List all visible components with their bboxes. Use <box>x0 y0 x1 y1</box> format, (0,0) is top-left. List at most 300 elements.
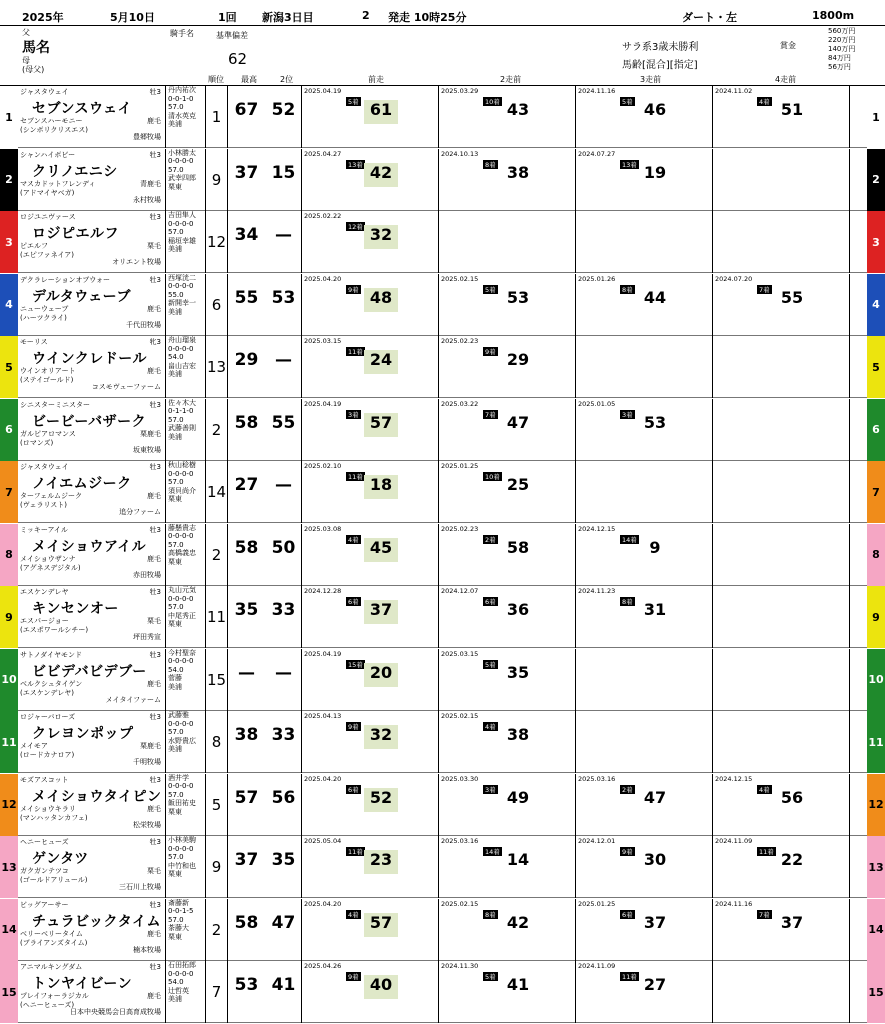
sex-age: 牡3 <box>149 900 161 909</box>
finish-position: 5着 <box>485 973 496 981</box>
second-index: 53 <box>271 287 296 308</box>
jockey-line: 高橋義忠 <box>168 549 196 558</box>
jockey-line: 栗東 <box>168 495 182 504</box>
finish-position: 5着 <box>348 98 359 106</box>
jockey-line: 0-0-0-0 <box>168 594 194 603</box>
jockey-info <box>166 399 206 461</box>
table-row[interactable] <box>0 524 885 586</box>
distance: 1800m <box>812 9 855 22</box>
past-race[interactable] <box>302 524 439 586</box>
race-index: 42 <box>364 163 398 187</box>
second-index: 50 <box>271 537 296 558</box>
past-race[interactable] <box>302 149 439 211</box>
horse-info <box>18 961 166 1023</box>
jockey-line: 0-0-0-0 <box>168 969 194 978</box>
horse-name[interactable]: ゲンタツ <box>32 851 89 867</box>
past-race[interactable] <box>302 961 439 1023</box>
past-race[interactable] <box>439 836 576 898</box>
jockey-line: 54.0 <box>168 353 184 362</box>
finish-position: 6着 <box>348 785 359 794</box>
race-date: 2025.02.15 <box>441 899 479 908</box>
race-index: 37 <box>643 912 667 932</box>
jockey-line: 清水英克 <box>168 111 196 120</box>
coat: 栗毛 <box>147 867 161 875</box>
jockey-line: 丸山元気 <box>168 586 196 594</box>
race-date: 2024.11.02 <box>715 87 753 95</box>
second-index: 15 <box>271 162 296 183</box>
best-index: 58 <box>234 912 259 933</box>
dam: メイショウキラリ <box>20 804 76 813</box>
best-index: 37 <box>234 162 259 183</box>
table-row[interactable] <box>0 836 885 898</box>
past-race[interactable] <box>302 649 439 711</box>
jockey-line: 0-0-1-0 <box>168 94 194 103</box>
past-race-empty <box>576 711 713 773</box>
race-index: 20 <box>364 663 398 687</box>
finish-position: 9着 <box>622 848 633 856</box>
jockey-line: 57.0 <box>168 540 184 549</box>
start-time: 発走 10時25分 <box>388 11 467 24</box>
rank: 12 <box>206 211 228 273</box>
horse-info <box>18 399 166 461</box>
past-race-empty <box>713 149 850 211</box>
coat: 鹿毛 <box>147 929 161 938</box>
horse-number-right: 1 <box>867 86 885 148</box>
past-race[interactable] <box>576 774 713 836</box>
race-date: 2024.12.28 <box>304 587 342 595</box>
table-row[interactable] <box>0 649 885 711</box>
table-row[interactable] <box>0 711 885 773</box>
race-index: 57 <box>364 413 398 437</box>
past-race[interactable] <box>576 836 713 898</box>
jockey-line: 57.0 <box>168 415 184 424</box>
race-date: 2025.03.15 <box>441 649 479 658</box>
past-race-empty <box>713 524 850 586</box>
past-race[interactable] <box>302 711 439 773</box>
horse-info <box>18 461 166 523</box>
jockey-line: 須貝尚介 <box>168 486 196 495</box>
past-race[interactable] <box>713 774 850 836</box>
horse-info <box>18 649 166 711</box>
race-date: 2025.04.19 <box>304 87 342 95</box>
past-race[interactable] <box>439 274 576 336</box>
sex-age: 牡3 <box>149 713 161 721</box>
rank: 5 <box>206 774 228 836</box>
horse-number: 15 <box>0 961 18 1023</box>
sex-age: 牡3 <box>149 650 161 659</box>
table-row[interactable] <box>0 961 885 1023</box>
dam: ターフェルムジーク <box>20 492 83 500</box>
horse-name[interactable]: ノイエムジーク <box>32 476 132 492</box>
damsire: (エスポワールシチー) <box>20 626 89 634</box>
sire: ロジャーバローズ <box>20 713 76 721</box>
finish-position: 3着 <box>485 785 496 794</box>
finish-position: 13着 <box>348 160 363 169</box>
finish-position: 14着 <box>485 848 500 856</box>
index-values <box>228 86 302 148</box>
past-race-empty <box>713 399 850 461</box>
past-race[interactable] <box>439 649 576 711</box>
past-race[interactable] <box>302 336 439 398</box>
breeder: 三石川上牧場 <box>119 883 161 891</box>
breeder: 坂東牧場 <box>133 445 161 454</box>
past-race[interactable] <box>713 274 850 336</box>
jockey-line: 舟山瑠泉 <box>168 336 196 344</box>
race-index: 36 <box>506 600 530 619</box>
table-row[interactable] <box>0 899 885 961</box>
horse-number: 13 <box>0 836 18 898</box>
rank: 9 <box>206 836 228 898</box>
table-row[interactable] <box>0 586 885 648</box>
dam: ガクガンテツコ <box>20 867 69 875</box>
breeder: 楠本牧場 <box>133 945 161 954</box>
horse-number: 14 <box>0 899 18 961</box>
horse-name[interactable]: ビビデバビデブー <box>32 663 147 680</box>
race-date: 2024.11.16 <box>578 87 616 95</box>
horse-number: 3 <box>0 211 18 273</box>
damsire: (ヴェラリスト) <box>20 501 68 509</box>
jockey-line: 57.0 <box>168 478 184 487</box>
jockey-line: 斎藤新 <box>168 898 189 907</box>
index-values <box>228 149 302 211</box>
venue-day: 新潟3日目 <box>262 11 314 24</box>
jockey-line: 佐々木大 <box>168 398 196 407</box>
coat: 栗鹿毛 <box>140 429 161 438</box>
horse-name[interactable]: デルタウェーブ <box>32 288 131 305</box>
breeder: 松栄牧場 <box>133 820 161 829</box>
sire: ミッキーアイル <box>20 525 68 534</box>
finish-position: 8着 <box>485 910 496 919</box>
second-index: 35 <box>271 850 296 870</box>
sex-age: 牡3 <box>149 150 161 159</box>
past-race[interactable] <box>302 586 439 648</box>
table-row[interactable] <box>0 211 885 273</box>
jockey-line: 吉田隼人 <box>168 211 196 219</box>
past-race[interactable] <box>302 211 439 273</box>
past-race[interactable] <box>576 399 713 461</box>
race-index: 19 <box>643 162 667 182</box>
coat: 鹿毛 <box>147 492 161 500</box>
race-index: 24 <box>364 350 398 374</box>
race-index: 32 <box>364 725 398 749</box>
sire: エスケンデレヤ <box>20 588 69 596</box>
jockey-line: 稲垣幸雄 <box>168 236 196 245</box>
breeder: 千代田牧場 <box>126 320 161 329</box>
race-index: 48 <box>364 288 398 312</box>
jockey-line: 栗東 <box>168 557 182 566</box>
past-race[interactable] <box>439 149 576 211</box>
jockey-line: 0-0-0-0 <box>168 157 194 166</box>
coat: 鹿毛 <box>147 304 161 313</box>
jockey-line: 0-0-0-0 <box>168 657 194 666</box>
table-row[interactable] <box>0 86 885 148</box>
jockey-line: 武藤雅 <box>168 711 189 719</box>
race-date: 2024.11.23 <box>578 587 616 595</box>
prize-label: 賞金 <box>780 41 796 50</box>
horse-info <box>18 836 166 898</box>
sire: モーリス <box>20 338 48 346</box>
past-race-empty <box>713 211 850 273</box>
race-index: 14 <box>506 850 530 869</box>
past-race[interactable] <box>576 149 713 211</box>
race-date: 2025.02.23 <box>441 337 479 345</box>
race-index: 46 <box>643 100 667 119</box>
rank: 11 <box>206 586 228 648</box>
race-index: 43 <box>506 100 530 119</box>
second-index: — <box>275 225 292 245</box>
damsire: (ヘニーヒューズ) <box>20 1001 75 1009</box>
past-race[interactable] <box>576 86 713 148</box>
race-index: 30 <box>643 850 667 869</box>
jockey-line: 丹内祐次 <box>168 86 196 94</box>
race-index: 38 <box>506 162 530 182</box>
horse-info <box>18 586 166 648</box>
race-date: 2025.04.20 <box>304 774 342 783</box>
horse-number-right: 13 <box>867 836 885 898</box>
dam: セブンスハーモニー <box>20 117 83 125</box>
finish-position: 9着 <box>348 973 359 981</box>
table-row[interactable] <box>0 336 885 398</box>
coat: 栗毛 <box>147 617 161 625</box>
horse-number-right: 10 <box>867 649 885 711</box>
sire: モズアスコット <box>20 775 69 784</box>
col-second: 2位 <box>280 75 294 84</box>
jockey-line: 中尾秀正 <box>168 611 196 620</box>
past-race-empty <box>576 461 713 523</box>
finish-position: 11着 <box>759 848 774 856</box>
breeder: 千明牧場 <box>133 758 161 766</box>
race-date: 2025.02.23 <box>441 524 479 533</box>
past-race[interactable] <box>439 461 576 523</box>
past-race[interactable] <box>302 899 439 961</box>
race-date: 2025.02.15 <box>441 712 479 720</box>
coat: 栗鹿毛 <box>140 742 161 750</box>
past-race[interactable] <box>439 899 576 961</box>
col-prev3: 3走前 <box>640 75 662 84</box>
rank: 14 <box>206 461 228 523</box>
table-row[interactable] <box>0 399 885 461</box>
race-date: 2025.01.26 <box>578 274 616 283</box>
past-race[interactable] <box>302 399 439 461</box>
past-race-empty <box>713 461 850 523</box>
past-race[interactable] <box>302 774 439 836</box>
finish-position: 4着 <box>759 785 770 794</box>
second-index: — <box>275 350 292 370</box>
finish-position: 13着 <box>622 160 637 169</box>
finish-position: 3着 <box>622 410 633 419</box>
race-index: 49 <box>506 787 530 807</box>
race-index: 37 <box>780 912 804 932</box>
past-race[interactable] <box>302 836 439 898</box>
sex-age: 牡3 <box>149 400 161 409</box>
past-race[interactable] <box>576 961 713 1023</box>
race-index: 53 <box>506 287 530 307</box>
race-date: 2025.04.20 <box>304 899 342 908</box>
race-date: 2024.12.15 <box>578 524 616 533</box>
horse-name[interactable]: メイショウアイル <box>32 538 147 555</box>
race-index: 41 <box>506 975 530 994</box>
past-race[interactable] <box>302 274 439 336</box>
jockey-line: 57.0 <box>168 165 184 174</box>
second-index: 33 <box>271 600 296 620</box>
col-best: 最高 <box>241 75 257 84</box>
jockey-line: 55.0 <box>168 290 184 299</box>
sex-age: 牡3 <box>149 213 161 221</box>
race-index: 56 <box>780 787 804 807</box>
finish-position: 11着 <box>622 973 637 981</box>
sex-age: 牡3 <box>149 463 161 471</box>
horse-name[interactable]: ウインクレドール <box>32 351 148 367</box>
table-row[interactable] <box>0 274 885 336</box>
horse-name[interactable]: キンセンオー <box>32 601 119 617</box>
second-index: — <box>275 475 292 495</box>
jockey-info <box>166 711 206 773</box>
race-date: 2025.04.27 <box>304 149 342 158</box>
horse-name[interactable]: セブンスウェイ <box>32 101 132 117</box>
past-race[interactable] <box>302 461 439 523</box>
jockey-line: 0-0-0-0 <box>168 719 194 728</box>
coat: 鹿毛 <box>147 554 161 563</box>
finish-position: 9着 <box>348 285 359 294</box>
race-index: 25 <box>506 475 530 494</box>
rank: 2 <box>206 399 228 461</box>
dam: ベルクシュタイゲン <box>20 679 83 688</box>
past-race[interactable] <box>576 524 713 586</box>
finish-position: 11着 <box>348 348 363 356</box>
race-index: 9 <box>649 537 661 557</box>
sire: ジャスタウェイ <box>20 463 69 471</box>
past-race[interactable] <box>576 274 713 336</box>
race-date: 2024.11.09 <box>715 837 753 845</box>
race-index: 47 <box>643 787 667 807</box>
rank: 15 <box>206 649 228 711</box>
jockey-line: 辻哲英 <box>168 986 189 995</box>
damsire: (ゴールドアリュール) <box>20 876 88 884</box>
prize-5: 56万円 <box>828 63 851 71</box>
sex-age: 牡3 <box>149 525 161 534</box>
horse-name[interactable]: ビービーバザーク <box>32 413 147 430</box>
best-index: 58 <box>234 412 259 433</box>
race-date: 2024.07.27 <box>578 149 616 158</box>
horse-number-right: 4 <box>867 274 885 336</box>
race-date: 2025.03.15 <box>304 337 342 345</box>
damsire: (ブライアンズタイム) <box>20 938 88 947</box>
race-index: 23 <box>364 850 398 874</box>
past-race[interactable] <box>439 586 576 648</box>
sire: ロジユニヴァース <box>20 213 76 221</box>
past-race-empty <box>713 961 850 1023</box>
col-jockey: 騎手名 <box>170 29 194 38</box>
race-index: 61 <box>364 100 398 124</box>
finish-position: 8着 <box>622 285 633 294</box>
best-index: 35 <box>234 600 259 620</box>
horse-number-right: 6 <box>867 399 885 461</box>
col-prev2: 2走前 <box>500 75 522 84</box>
race-date: 2025.01.25 <box>578 899 616 908</box>
past-race[interactable] <box>439 399 576 461</box>
finish-position: 4着 <box>348 535 359 544</box>
past-race[interactable] <box>713 836 850 898</box>
table-row[interactable] <box>0 461 885 523</box>
horse-name[interactable]: クレヨンポップ <box>32 726 134 742</box>
jockey-line: 小林美駒 <box>168 836 196 844</box>
race-index: 32 <box>364 225 398 249</box>
horse-number: 1 <box>0 86 18 148</box>
breeder: 永村牧場 <box>133 195 161 204</box>
jockey-info <box>166 274 206 336</box>
sire: ビッグアーサー <box>20 900 69 909</box>
past-race[interactable] <box>302 86 439 148</box>
race-date: 2025.02.10 <box>304 462 342 470</box>
past-race[interactable] <box>439 86 576 148</box>
past-race[interactable] <box>713 899 850 961</box>
jockey-line: 今村聖奈 <box>168 648 196 657</box>
horse-info <box>18 86 166 148</box>
col-sire: 父 <box>22 28 30 37</box>
damsire: (シンボリクリスエス) <box>20 126 89 134</box>
race-index: 22 <box>780 850 804 869</box>
jockey-line: 栗東 <box>168 932 182 941</box>
col-horse-name: 馬名 <box>22 40 50 56</box>
prize-3: 140万円 <box>828 45 856 53</box>
horse-name[interactable]: メイショウタイピン <box>32 788 162 805</box>
horse-name[interactable]: トンヤイビーン <box>32 976 133 992</box>
best-index: 67 <box>234 100 259 120</box>
past-race[interactable] <box>439 961 576 1023</box>
column-header <box>0 26 885 86</box>
past-race[interactable] <box>439 336 576 398</box>
breeder: 豊郷牧場 <box>133 133 161 141</box>
coat: 栗毛 <box>147 242 161 250</box>
jockey-info <box>166 461 206 523</box>
jockey-line: 0-0-1-5 <box>168 907 194 916</box>
horse-name[interactable]: クリノエニシ <box>32 163 118 180</box>
jockey-line: 栗東 <box>168 807 182 816</box>
dam: ウインオリアート <box>20 367 76 375</box>
horse-name[interactable]: チュラビックタイム <box>32 913 161 930</box>
past-race[interactable] <box>713 86 850 148</box>
jockey-info <box>166 149 206 211</box>
past-race[interactable] <box>576 899 713 961</box>
round: 1回 <box>218 11 237 24</box>
col-prev4: 4走前 <box>775 75 797 84</box>
jockey-line: 0-0-0-0 <box>168 469 194 478</box>
best-index: 55 <box>234 287 259 308</box>
past-race-empty <box>576 211 713 273</box>
jockey-line: 栗東 <box>168 620 182 629</box>
dam: マスカドットフレンディ <box>20 179 96 188</box>
past-race[interactable] <box>439 711 576 773</box>
table-row[interactable] <box>0 149 885 211</box>
horse-name[interactable]: ロジピエルフ <box>32 226 119 242</box>
finish-position: 8着 <box>485 160 496 169</box>
table-row[interactable] <box>0 774 885 836</box>
jockey-line: 中竹和也 <box>168 861 196 870</box>
finish-position: 2着 <box>485 535 496 544</box>
race-date: 2025.02.15 <box>441 274 479 283</box>
race-index: 35 <box>506 662 530 682</box>
damsire: (アグネスデジタル) <box>20 563 81 572</box>
past-race[interactable] <box>439 774 576 836</box>
best-index: 53 <box>234 975 259 995</box>
past-race[interactable] <box>439 524 576 586</box>
dam: ベリーベリータイム <box>20 929 83 938</box>
index-values <box>228 399 302 461</box>
past-race-empty <box>439 211 576 273</box>
race-date: 2025.05.04 <box>304 837 342 845</box>
past-race[interactable] <box>576 586 713 648</box>
jockey-line: 小林勝太 <box>168 148 196 157</box>
